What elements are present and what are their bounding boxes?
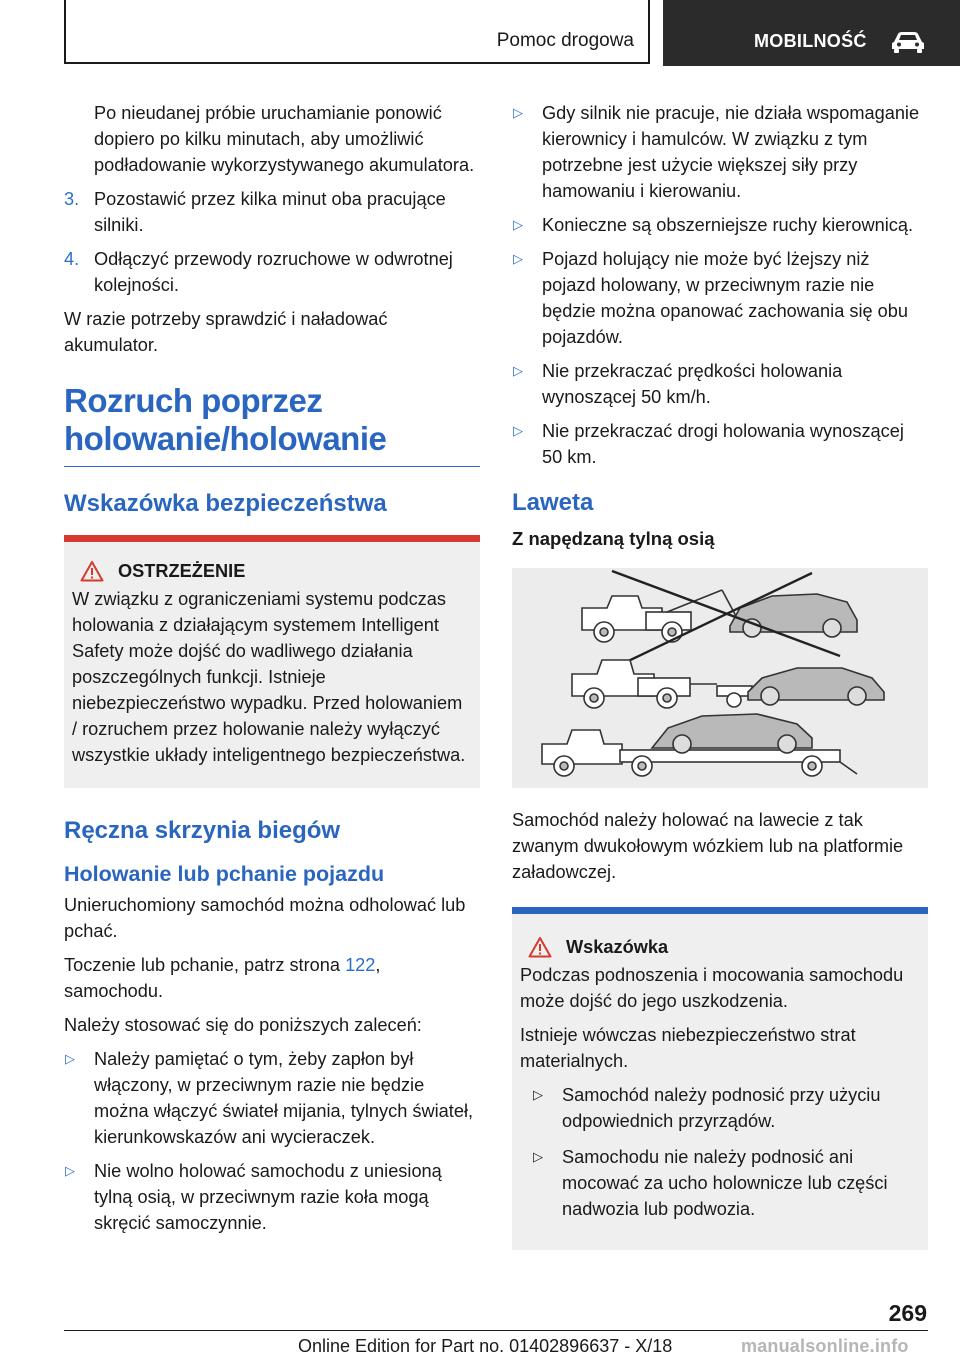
triangle-bullet-icon: ▷ xyxy=(513,251,523,266)
list-item xyxy=(512,418,928,470)
step-text: Pozostawić przez kilka minut oba pracujące silniki. xyxy=(94,189,446,235)
list-item-text: Nie wolno holować samochodu z uniesioną tylną osią, w przeciwnym razie koła mogą skręcić samoczynnie. xyxy=(94,1161,442,1233)
paragraph-check: W razie potrzeby sprawdzić i naładować akumulator. xyxy=(64,309,388,355)
list-item xyxy=(532,1082,920,1134)
section-title: Pomoc drogowa xyxy=(496,30,634,51)
notice-text-damage: Podczas podnoszenia i mocowania samochodu może dojść do jego uszkodzenia. xyxy=(520,965,904,1011)
page-link[interactable]: 122 xyxy=(345,955,376,975)
page-header xyxy=(0,0,960,66)
notice-header xyxy=(520,934,920,960)
reference-text-before: Toczenie lub pchanie, patrz strona xyxy=(64,955,346,975)
bullet-list xyxy=(512,100,928,470)
list-item-text: Samochód należy podnosić przy użyciu odpowiednich przyrządów. xyxy=(562,1085,881,1131)
warning-text: W związku z ograniczeniami systemu podczas holowania z działającym systemem Intelligent Safety może dojść do wadliwego działania poszczególnych funkcji. Istnieje niebezpieczeństwo wypadku. Przed holowaniem / rozruchem przez holowanie należy wyłączyć wszystkie układy inteligentnego bezpieczeństwa. xyxy=(72,589,466,765)
list-item-text: Nie przekraczać prędkości holowania wynoszącej 50 km/h. xyxy=(542,361,843,407)
page-number: 269 xyxy=(888,1300,927,1326)
list-item-text: Należy pamiętać o tym, żeby zapłon był włączony, w przeciwnym razie nie będzie można włączyć świateł mijania, tylnych świateł, kierunkowskazów ani wycieraczek. xyxy=(94,1049,474,1147)
list-item xyxy=(512,358,928,410)
chapter-title: MOBILNOŚĆ xyxy=(754,31,867,51)
list-item xyxy=(512,246,928,350)
notice-box xyxy=(512,907,928,1250)
triangle-bullet-icon: ▷ xyxy=(533,1149,543,1164)
triangle-bullet-icon: ▷ xyxy=(65,1163,75,1178)
chapter-tab xyxy=(663,0,960,66)
paragraph-laweta: Samochód należy holować na lawecie z tak zwanym dwukołowym wózkiem lub na platformie załadowczej. xyxy=(512,810,904,882)
heading-rear-axle: Z napędzaną tylną osią xyxy=(512,528,715,549)
towing-illustration xyxy=(512,568,928,788)
step-item xyxy=(64,246,480,298)
list-item xyxy=(64,1046,480,1150)
step-item xyxy=(64,186,480,238)
left-column xyxy=(64,100,480,1244)
footer-divider xyxy=(64,1330,928,1331)
list-item xyxy=(512,212,928,238)
bullet-list xyxy=(64,1046,480,1236)
triangle-bullet-icon: ▷ xyxy=(513,217,523,232)
reference-text-after: , samochodu. xyxy=(64,955,381,1001)
triangle-bullet-icon: ▷ xyxy=(65,1051,75,1066)
car-icon xyxy=(890,28,926,54)
right-column xyxy=(512,100,928,1250)
list-item-text: Samochodu nie należy podnosić ani mocować za ucho holownicze lub części nadwozia lub podwozia. xyxy=(562,1147,888,1219)
list-item xyxy=(64,1158,480,1236)
footer-edition: Online Edition for Part no. 01402896637 - X/18 xyxy=(298,1336,673,1356)
notice-title: Wskazówka xyxy=(566,937,669,957)
warning-box xyxy=(64,535,480,788)
triangle-bullet-icon: ▷ xyxy=(533,1087,543,1102)
triangle-bullet-icon: ▷ xyxy=(513,363,523,378)
triangle-bullet-icon: ▷ xyxy=(513,105,523,120)
step-text: Odłączyć przewody rozruchowe w odwrotnej kolejności. xyxy=(94,249,453,295)
paragraph-reference xyxy=(64,952,480,1004)
paragraph-follow: Należy stosować się do poniższych zaleceń: xyxy=(64,1015,422,1035)
list-item-text: Nie przekraczać drogi holowania wynoszącej 50 km. xyxy=(542,421,904,467)
notice-text-risk: Istnieje wówczas niebezpieczeństwo strat materialnych. xyxy=(520,1025,856,1071)
list-item xyxy=(532,1144,920,1222)
heading-towing-pushing: Holowanie lub pchanie pojazdu xyxy=(64,862,385,886)
paragraph-intro: Po nieudanej próbie uruchamianie ponowić dopiero po kilku minutach, aby umożliwić podładowanie wykorzystywanego akumulatora. xyxy=(94,103,475,175)
heading-main: Rozruch poprzez holowanie/holowanie xyxy=(64,382,480,467)
triangle-bullet-icon: ▷ xyxy=(513,423,523,438)
list-item-text: Pojazd holujący nie może być lżejszy niż pojazd holowany, w przeciwnym razie nie będzie można opanować zachowania się obu pojazdów. xyxy=(542,249,909,347)
step-number: 3. xyxy=(64,189,80,209)
step-number: 4. xyxy=(64,249,80,269)
list-item-text: Gdy silnik nie pracuje, nie działa wspomaganie kierownicy i hamulców. W związku z tym potrzebne jest użycie większej siły przy hamowaniu i kierowaniu. xyxy=(542,103,920,201)
section-tab xyxy=(64,0,650,64)
warning-header xyxy=(72,558,472,584)
notice-bullet-list xyxy=(520,1082,920,1222)
warning-title: OSTRZEŻENIE xyxy=(118,561,246,581)
heading-laweta: Laweta xyxy=(512,489,594,516)
warning-triangle-icon xyxy=(528,936,552,958)
watermark-brand: manualsonline.info xyxy=(741,1336,909,1356)
list-item xyxy=(512,100,928,204)
paragraph-immobilized: Unieruchomiony samochód można odholować lub pchać. xyxy=(64,895,466,941)
list-item-text: Konieczne są obszerniejsze ruchy kierownicą. xyxy=(542,215,914,235)
heading-manual-gearbox: Ręczna skrzynia biegów xyxy=(64,817,341,844)
warning-triangle-icon xyxy=(80,560,104,582)
heading-safety: Wskazówka bezpieczeństwa xyxy=(64,490,387,517)
